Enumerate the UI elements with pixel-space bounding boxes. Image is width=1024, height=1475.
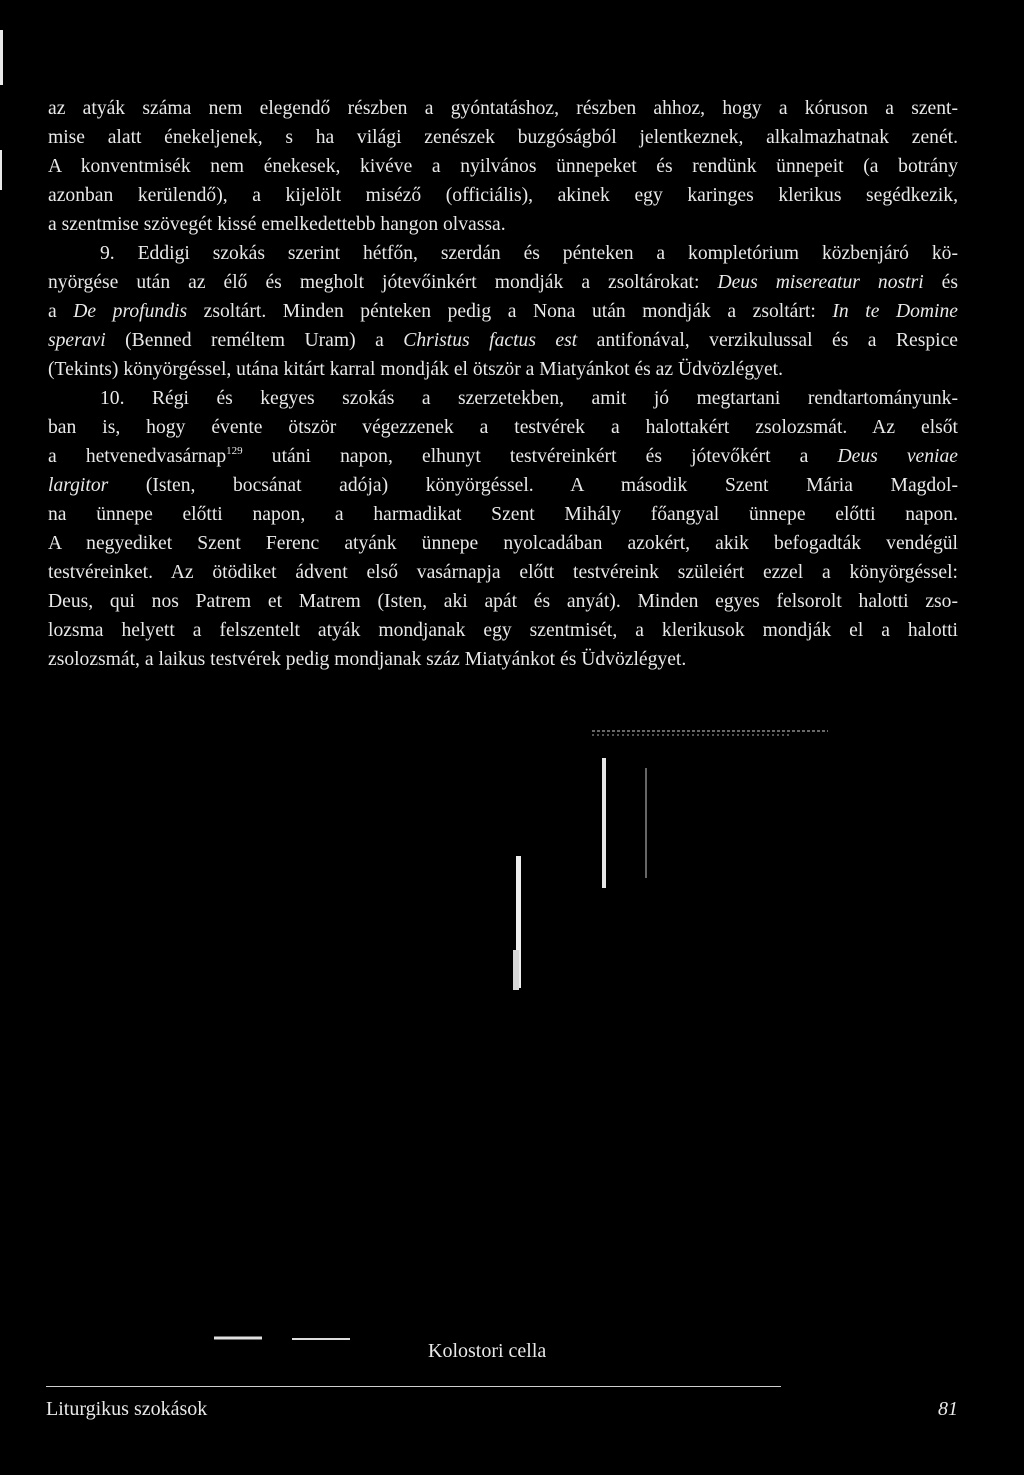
text-line: ban is, hogy évente ötször végezzenek a testvérek a halottakért zsolozsmát. Az elsőt xyxy=(48,417,958,438)
scan-edge-mark xyxy=(0,150,2,190)
text-line: nyörgése után az élő és megholt jótevőinkért mondják a zsoltárokat: Deus misereatur nostri és xyxy=(48,272,958,293)
running-footer-title: Liturgikus szokások xyxy=(46,1398,208,1420)
page-number: 81 xyxy=(938,1398,958,1420)
text-line: a szentmise szövegét kissé emelkedettebb hangon olvassa. xyxy=(48,214,506,235)
text-line: speravi (Benned reméltem Uram) a Christus factus est antifonával, verzikulussal és a Respice xyxy=(48,330,959,351)
text-line: A konventmisék nem énekesek, kivéve a nyilvános ünnepeket és rendünk ünnepeit (a botrány xyxy=(48,156,958,177)
text-line: zsolozsmát, a laikus testvérek pedig mondjanak száz Miatyánkot és Üdvözlégyet. xyxy=(48,649,687,670)
text-line: lozsma helyett a felszentelt atyák mondjanak egy szentmisét, a klerikusok mondják el a halotti xyxy=(48,620,958,641)
text-line: az atyák száma nem elegendő részben a gyóntatáshoz, részben ahhoz, hogy a kóruson a szent- xyxy=(48,98,958,119)
monastery-cell-photo xyxy=(48,728,958,1340)
scan-edge-mark xyxy=(0,30,3,85)
text-line: 10. Régi és kegyes szokás a szerzetekben, amit jó megtartani rendtartományunk- xyxy=(100,388,958,409)
text-line: Deus, qui nos Patrem et Matrem (Isten, aki apát és anyát). Minden egyes felsorolt halotti zso- xyxy=(48,591,958,612)
text-line: azonban kerülendő), a kijelölt miséző (officiális), akinek egy karinges klerikus segédkezik, xyxy=(48,185,958,206)
footer-rule xyxy=(46,1386,781,1387)
text-line: A negyediket Szent Ferenc atyánk ünnepe nyolcadában azokért, akik befogadták vendégül xyxy=(48,533,958,554)
text-line: na ünnepe előtti napon, a harmadikat Szent Mihály főangyal ünnepe előtti napon. xyxy=(48,504,958,525)
footnote-marker: 129 xyxy=(226,445,243,457)
body-text xyxy=(48,94,958,674)
text-line: 9. Eddigi szokás szerint hétfőn, szerdán és pénteken a kompletórium közbenjáró kö- xyxy=(100,243,958,264)
text-line: a hetvenedvasárnap$^{129}$ utáni napon, elhunyt testvéreinkért és jótevőkért a Deus veniae xyxy=(48,445,958,467)
text-line: (Tekints) könyörgéssel, utána kitárt karral mondják el ötször a Miatyánkot és az Üdvözlégyet. xyxy=(48,359,783,380)
text-line: largitor (Isten, bocsánat adója) könyörgéssel. A második Szent Mária Magdol- xyxy=(48,475,958,496)
figure-caption: Kolostori cella xyxy=(428,1340,547,1362)
text-line: a De profundis zsoltárt. Minden pénteken pedig a Nona után mondják a zsoltárt: In te Domine xyxy=(48,301,958,322)
text-line: mise alatt énekeljenek, s ha világi zenészek buzgóságból jelentkeznek, alkalmazhatnak zenét. xyxy=(48,127,958,148)
text-line: testvéreinket. Az ötödiket ádvent első vasárnapja előtt testvéreink szüleiért ezzel a könyörgéssel: xyxy=(48,562,958,583)
